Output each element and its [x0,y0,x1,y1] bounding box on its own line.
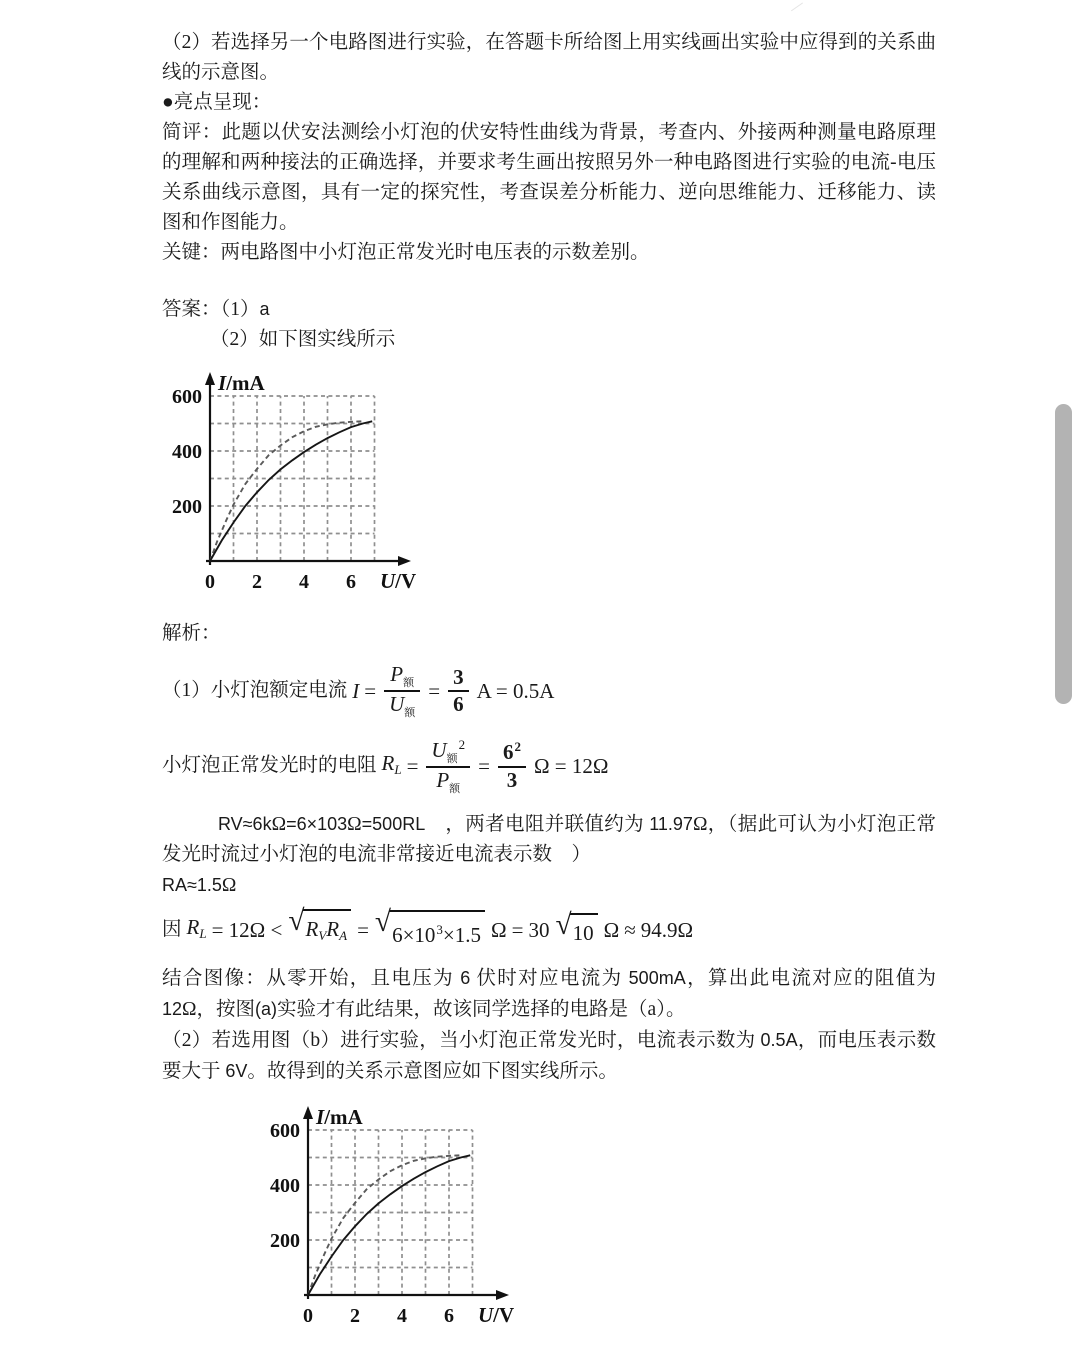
text-run: =500RL [361,814,426,835]
math-term: R [326,917,340,942]
square-root [374,906,485,950]
svg-text:U/V: U/V [380,569,417,593]
svg-text:2: 2 [252,571,262,593]
math-subscript: 额 [403,677,415,689]
text-run: ，两者电阻并联值约为 [425,814,650,836]
formula-rated-current [162,663,936,720]
math-subscript: L [394,761,402,777]
paragraph-combine-graph [162,963,936,1025]
math-term: = [428,679,441,704]
svg-text:6: 6 [444,1305,454,1328]
math-term: 94.9Ω [640,918,694,943]
math-term: 6×10 [392,923,436,948]
svg-text:200: 200 [270,1230,300,1253]
math-term: 30 [528,918,550,943]
text-run: ，而电压表示数要大于 [162,1030,936,1083]
iv-curve-plot-1 [164,363,426,601]
text-run: Ω [347,814,362,836]
math-term: 3 [506,767,518,792]
radical-sign: √ [555,908,572,941]
fraction [384,663,420,720]
paragraph-question-2: （2）若选择另一个电路图进行实验，在答题卡所给图上用实线画出实验中应得到的关系曲线的示意图。 [162,32,936,83]
math-superscript: 2 [458,736,466,752]
math-term: A = 0.5A [476,679,555,704]
math-term: = [364,679,377,704]
math-term: = [511,918,524,943]
math-term: U [431,737,447,762]
text-run: 实验才有此结果，故该同学选择的电路是（a）。 [277,999,686,1021]
math-superscript: 2 [514,739,521,755]
text-run: a [259,299,270,319]
math-term: $R_L$ [381,750,402,777]
paragraph-comment: 简评：此题以伏安法测绘小灯泡的伏安特性曲线为背景，考查内、外接两种测量电路原理的理解和两种接法的正确选择，并要求考生画出按照另外一种电路图进行实验的电流-电压关系曲线示意图，具有一定的探究性，考查误差分析能力、逆向思维能力、迁移能力、读图和作图能力。 [162,122,936,233]
math-term: P [390,662,404,686]
square-root [288,905,351,951]
math-subscript: A [339,928,348,944]
answer-line-1 [162,294,936,325]
svg-text:400: 400 [270,1175,300,1198]
math-term: = [478,754,490,779]
math-superscript: 3 [436,922,443,938]
text-run: Ω [182,999,197,1021]
text-run: =6×103 [286,814,348,835]
iv-chart-solution [262,1097,936,1345]
math-term: 3 [448,666,469,693]
svg-text:0: 0 [205,571,215,593]
text-run: Ω [271,814,287,836]
math-subscript: 额 [446,752,458,765]
text-run: 12 [162,999,183,1020]
fraction [448,666,469,717]
text-run: ，算出此电流对应的阻值为 [685,968,936,990]
text-run: 答案：（1） [162,299,260,320]
radical-sign: √ [374,906,392,939]
math-term: I [352,679,360,704]
svg-text:600: 600 [172,386,202,408]
math-term: ≈ [624,918,636,943]
math-term: R [305,917,319,942]
fraction [426,738,470,796]
radical-sign: √ [288,905,305,938]
svg-text:400: 400 [172,441,202,463]
iv-curve-plot-2 [262,1097,524,1335]
svg-text:I/mA: I/mA [316,1105,363,1130]
math-term: U [389,692,405,717]
text-run: 伏时对应电流为 [470,968,629,990]
text-run: 11.97 [649,814,693,835]
math-term: $R_L$ [186,914,207,941]
paragraph-key-point: 关键：两电路图中小灯泡正常发光时电压表的示数差别。 [162,242,650,263]
formula-prefix: 因 [162,919,182,941]
math-term: = [357,918,369,943]
svg-text:600: 600 [270,1120,300,1143]
math-subscript: 额 [404,707,416,720]
formula-lamp-resistance [162,738,936,796]
text-run: RA≈1.5 [162,875,222,896]
heading-analysis: 解析： [162,623,221,644]
paragraph-part2-conclusion [162,1025,936,1087]
heading-highlights: ●亮点呈现： [162,92,272,113]
formula-comparison [162,905,936,951]
formula-prefix: 小灯泡正常发光时的电阻 [162,755,377,777]
text-run: ，（据此可认为小灯泡正常发光时流过小灯泡的电流非常接近电流表示数 ） [162,814,936,866]
math-term: = 12Ω < [211,918,283,943]
math-term: P [436,767,450,792]
text-run: （2）若选用图（b）进行实验，当小灯泡正常发光时，电流表示数为 [162,1030,761,1052]
text-run: 6 [460,968,471,989]
math-term: Ω [491,918,507,943]
paragraph-rv-resistance [162,809,936,870]
document-page [162,28,936,1345]
text-run: ，按图 [196,999,256,1021]
svg-text:2: 2 [350,1305,360,1328]
text-run: 500mA [628,968,686,989]
math-term: 6 [502,740,514,765]
text-run: 。故得到的关系示意图应如下图实线所示。 [247,1061,618,1083]
math-term: Ω [603,918,620,943]
svg-text:0: 0 [303,1305,313,1328]
math-term: Ω = 12Ω [533,754,609,779]
scrollbar-thumb[interactable] [1055,404,1072,704]
answer-line-2: （2）如下图实线所示 [210,329,396,350]
svg-text:I/mA: I/mA [218,371,265,395]
math-term: 6 [453,692,464,717]
svg-text:200: 200 [172,496,202,518]
text-run: RV≈6k [218,814,272,835]
iv-chart-answer [164,363,936,611]
math-subscript: 额 [449,782,461,795]
paragraph-ra-resistance [162,870,936,901]
square-root [555,908,597,948]
formula-prefix: （1）小灯泡额定电流 [162,680,348,702]
math-subscript: L [199,925,207,941]
fraction [498,740,526,792]
math-subscript: V [318,928,327,944]
svg-text:U/V: U/V [478,1303,515,1328]
math-term: ×1.5 [442,923,481,948]
text-run: Ω [221,875,237,897]
text-run: (a) [255,999,278,1020]
math-term: 10 [570,913,598,948]
page-corner-artifact [787,0,803,11]
svg-text:4: 4 [397,1305,407,1328]
math-term: = [406,754,419,779]
text-run: 0.5A [760,1030,798,1051]
svg-text:4: 4 [299,571,309,593]
text-run: Ω [692,814,708,836]
text-run: 结合图像：从零开始，且电压为 [162,968,461,990]
text-run: 6V [225,1061,248,1082]
svg-text:6: 6 [346,571,356,593]
